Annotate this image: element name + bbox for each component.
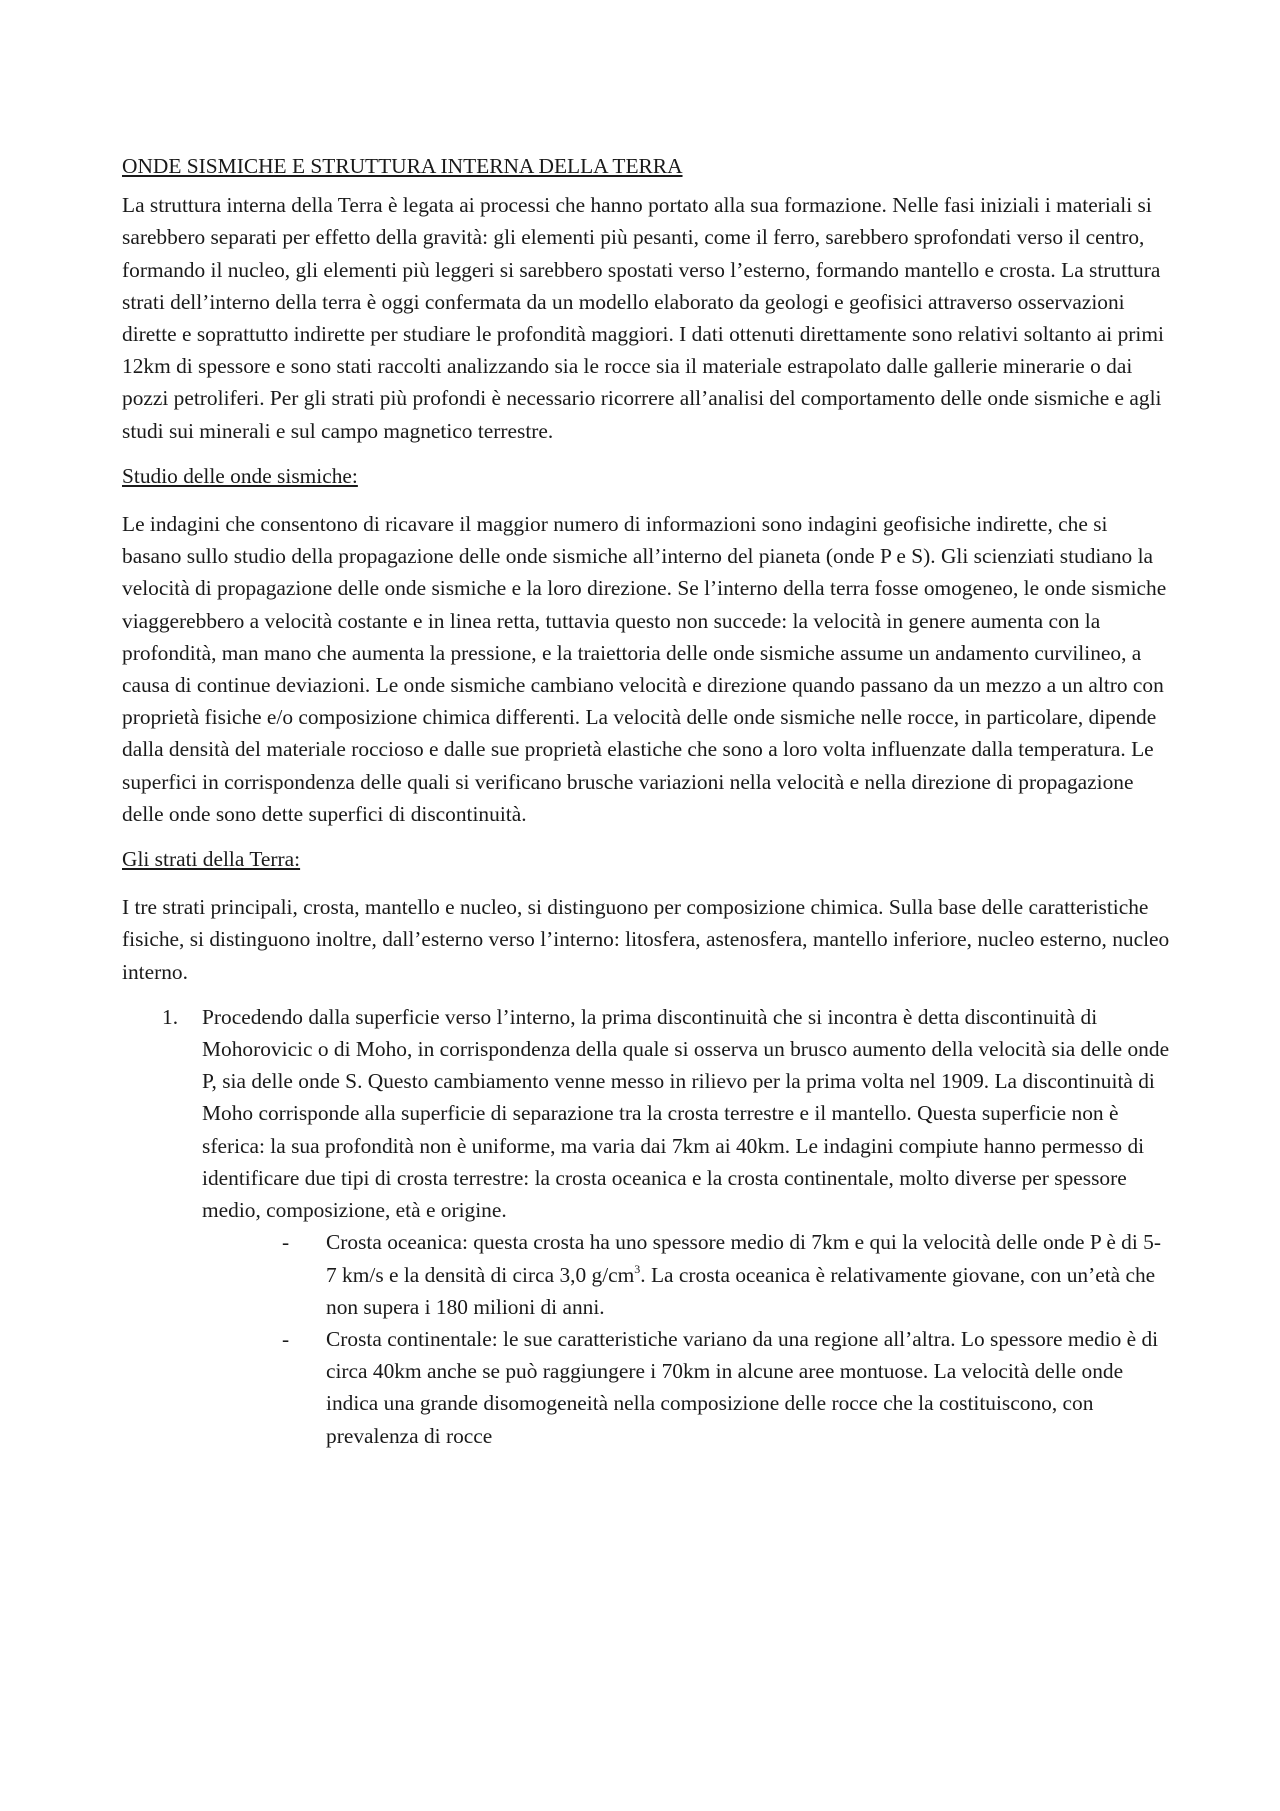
list-item-text: Procedendo dalla superficie verso l’interno, la prima discontinuità che si incontra è detta discontinuità di Mohorovicic o di Moho, in corrispondenza della quale si osserva un brusco aumento della velocità sia delle onde P, sia delle onde S. Questo cambiamento venne messo in rilievo per la prima volta nel 1909. La discontinuità di Moho corrisponde alla superficie di separazione tra la crosta terrestre e il mantello. Questa superficie non è sferica: la sua profondità non è uniforme, ma varia dai 7km ai 40km. Le indagini compiute hanno permesso di identificare due tipi di crosta terrestre: la crosta oceanica e la crosta continentale, molto diverse per spessore medio, composizione, età e origine. — [202, 1004, 1170, 1223]
earth-layers-paragraph: I tre strati principali, crosta, mantello e nucleo, si distinguono per composizione chimica. Sulla base delle caratteristiche fisiche, si distinguono inoltre, dall’esterno verso l’interno: litosfera, astenosfera, mantello inferiore, nucleo esterno, nucleo interno. — [122, 895, 1170, 984]
continental-crust-text: Crosta continentale: le sue caratteristiche variano da una regione all’altra. Lo spessore medio è di circa 40km anche se può raggiungere i 70km in alcune aree montuose. La velocità delle onde indica una grande disomogeneità nella composizione delle rocce che la costituiscono, con prevalenza di rocce — [326, 1326, 1159, 1448]
list-item — [122, 1001, 1170, 1452]
section-heading-seismic-study: Studio delle onde sismiche: — [122, 463, 358, 488]
sub-list-item-oceanic-crust — [202, 1226, 1170, 1323]
section-heading-earth-layers: Gli strati della Terra: — [122, 847, 301, 872]
numbered-list — [122, 1001, 1170, 1452]
superscript-exponent: 3 — [634, 1261, 641, 1276]
dash-bullet: - — [282, 1326, 290, 1351]
document-title: ONDE SISMICHE E STRUTTURA INTERNA DELLA TERRA — [122, 154, 683, 178]
oceanic-crust-text: Crosta oceanica: questa crosta ha uno spessore medio di 7km e qui la velocità delle onde P è di 5-7 km/s e la densità di circa 3,0 g/cm — [326, 1230, 1161, 1287]
list-number: 1. — [162, 1004, 179, 1029]
sub-list-item-continental-crust — [202, 1323, 1170, 1452]
dash-bullet: - — [282, 1230, 290, 1255]
seismic-study-paragraph: Le indagini che consentono di ricavare il maggior numero di informazioni sono indagini geofisiche indirette, che si basano sullo studio della propagazione delle onde sismiche all’interno del pianeta (onde P e S). Gli scienziati studiano la velocità di propagazione delle onde sismiche e la loro direzione. Se l’interno della terra fosse omogeneo, le onde sismiche viaggerebbero a velocità costante e in linea retta, tuttavia questo non succede: la velocità in genere aumenta con la profondità, man mano che aumenta la pressione, e la traiettoria delle onde sismiche assume un andamento curvilineo, a causa di continue deviazioni. Le onde sismiche cambiano velocità e direzione quando passano da un mezzo a un altro con proprietà fisiche e/o composizione chimica differenti. La velocità delle onde sismiche nelle rocce, in particolare, dipende dalla densità del materiale roccioso e dalle sue proprietà elastiche che sono a loro volta influenzate dalla temperatura. Le superfici in corrispondenza delle quali si verificano brusche variazioni nella velocità e nella direzione di propagazione delle onde sono dette superfici di discontinuità. — [122, 512, 1167, 826]
intro-paragraph: La struttura interna della Terra è legata ai processi che hanno portato alla sua formazione. Nelle fasi iniziali i materiali si sarebbero separati per effetto della gravità: gli elementi più pesanti, come il ferro, sarebbero sprofondati verso il centro, formando il nucleo, gli elementi più leggeri si sarebbero spostati verso l’esterno, formando mantello e crosta. La struttura strati dell’interno della terra è oggi confermata da un modello elaborato da geologi e geofisici attraverso osservazioni dirette e soprattutto indirette per studiare le profondità maggiori. I dati ottenuti direttamente sono relativi soltanto ai primi 12km di spessore e sono stati raccolti analizzando sia le rocce sia il materiale estrapolato dalle gallerie minerarie o dai pozzi petroliferi. Per gli strati più profondi è necessario ricorrere all’analisi del comportamento delle onde sismiche e agli studi sui minerali e sul campo magnetico terrestre. — [122, 193, 1164, 443]
document-page — [122, 150, 1170, 1452]
sub-list — [202, 1226, 1170, 1451]
oceanic-crust-text-end: . La crosta oceanica è relativamente giovane, con un’età che non supera i 180 milioni di anni. — [326, 1262, 1156, 1319]
